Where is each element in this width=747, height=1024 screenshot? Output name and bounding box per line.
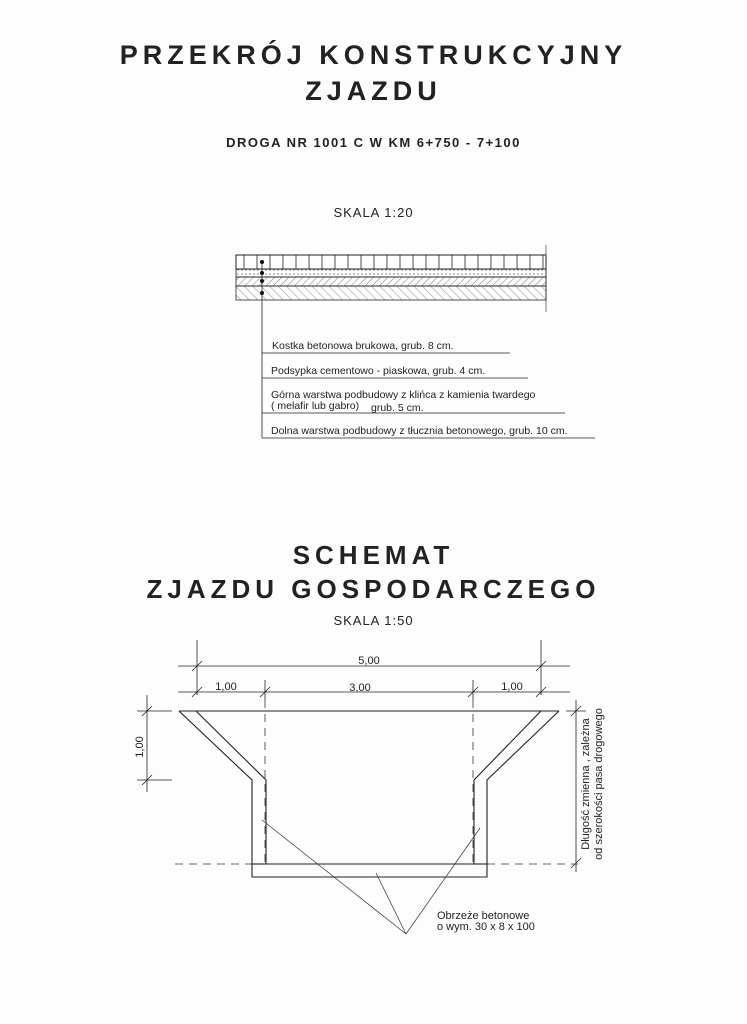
layer-concrete-aggregate bbox=[236, 286, 546, 300]
layer-label-crushed-note: ( melafir lub gabro) bbox=[271, 400, 360, 412]
road-info: DROGA NR 1001 C W KM 6+750 - 7+100 bbox=[226, 135, 521, 150]
layer-label-crushed-thickness: grub. 5 cm. bbox=[371, 402, 424, 414]
scale-label: SKALA 1:20 bbox=[333, 205, 414, 220]
dashed-lines bbox=[175, 700, 578, 864]
dim-left: 1,00 bbox=[215, 681, 237, 693]
section-title: PRZEKRÓJ KONSTRUKCYJNY bbox=[119, 40, 628, 70]
curb-label-line2: o wym. 30 x 8 x 100 bbox=[437, 921, 535, 933]
schema-title-line2: ZJAZDU GOSPODARCZEGO bbox=[146, 574, 601, 604]
schema-title: SCHEMAT bbox=[292, 540, 455, 570]
side-note-line2: od szerokości pasa drogowego bbox=[593, 708, 605, 860]
layer-sand bbox=[236, 269, 546, 277]
layer-label-paving: Kostka betonowa brukowa, grub. 8 cm. bbox=[272, 340, 454, 352]
layer-label-crushed: Górna warstwa podbudowy z klińca z kamienia twardego bbox=[271, 389, 536, 401]
layer-label-sand: Podsypka cementowo - piaskowa, grub. 4 cm. bbox=[271, 365, 486, 377]
side-note-line1: Długość zmienna , zależna bbox=[580, 718, 592, 850]
dim-right: 1,00 bbox=[501, 681, 523, 693]
dim-vertical: 1,00 bbox=[134, 736, 146, 758]
dim-mid: 3,00 bbox=[349, 682, 371, 694]
layer-crushed-stone bbox=[236, 277, 546, 286]
driveway-outline bbox=[179, 711, 559, 877]
schema-scale-label: SKALA 1:50 bbox=[333, 613, 414, 628]
dimension-lines bbox=[137, 640, 586, 872]
section-title-line2: ZJAZDU bbox=[305, 76, 442, 106]
curb-label-line1: Obrzeże betonowe bbox=[437, 910, 530, 922]
layer-paving bbox=[236, 255, 546, 269]
layer-label-aggregate: Dolna warstwa podbudowy z tłucznia betonowego, grub. 10 cm. bbox=[271, 425, 568, 437]
dim-total: 5,00 bbox=[358, 655, 380, 667]
